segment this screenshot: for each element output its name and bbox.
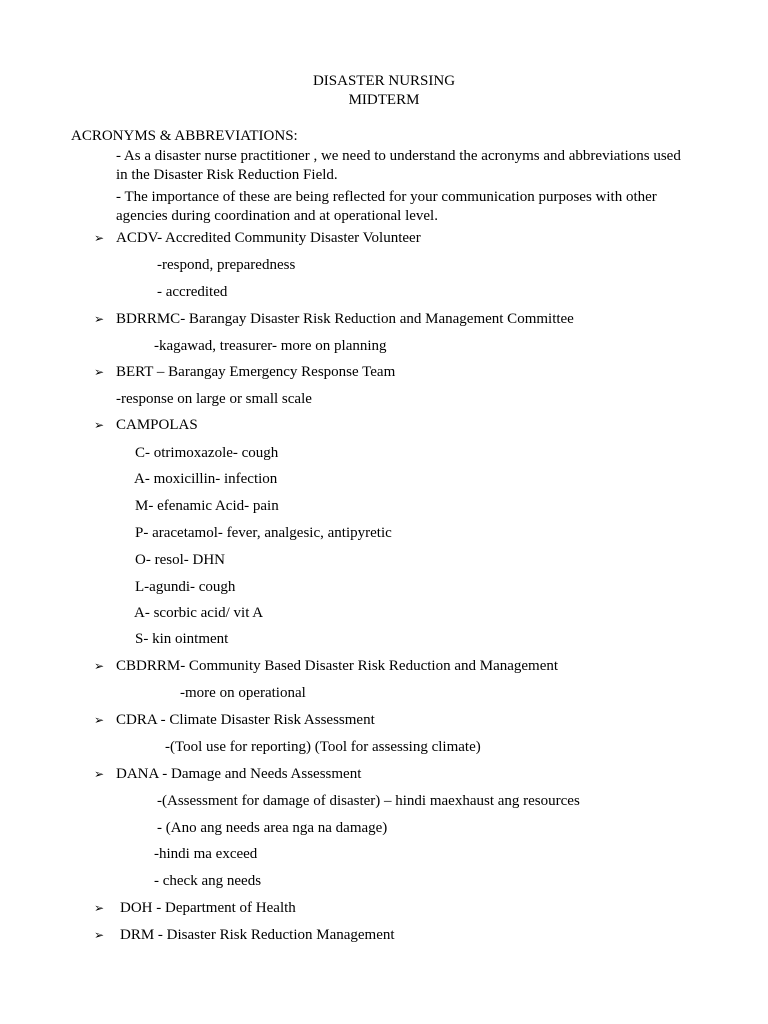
campolas-line: S- kin ointment: [135, 631, 229, 647]
arrow-bullet-icon: ➢: [94, 365, 105, 379]
campolas-line: A- scorbic acid/ vit A: [134, 605, 264, 621]
campolas-line: A- moxicillin- infection: [134, 471, 278, 487]
arrow-bullet-icon: ➢: [94, 231, 105, 245]
acronym-term-bert: BERT – Barangay Emergency Response Team: [116, 364, 396, 380]
acronym-note: -respond, preparedness: [157, 257, 296, 273]
intro-paragraph-2: - The importance of these are being reflected for your communication purposes with other agencies during coordination and at operational level.: [116, 189, 657, 224]
arrow-bullet-icon: ➢: [94, 767, 105, 781]
acronym-note: -(Tool use for reporting) (Tool for assessing climate): [165, 739, 481, 755]
acronym-note: - (Ano ang needs area nga na damage): [157, 820, 388, 836]
acronym-note: -hindi ma exceed: [154, 846, 258, 862]
acronym-term-acdv: ACDV- Accredited Community Disaster Volunteer: [116, 230, 421, 246]
acronym-term-doh: DOH - Department of Health: [120, 900, 296, 916]
acronym-term-cbdrrm: CBDRRM- Community Based Disaster Risk Reduction and Management: [116, 658, 559, 674]
arrow-bullet-icon: ➢: [94, 713, 105, 727]
document-title: DISASTER NURSING: [312, 73, 456, 89]
campolas-line: P- aracetamol- fever, analgesic, antipyretic: [135, 525, 392, 541]
campolas-line: L-agundi- cough: [135, 579, 236, 595]
acronym-note: - check ang needs: [154, 873, 262, 889]
arrow-bullet-icon: ➢: [94, 928, 105, 942]
campolas-line: M- efenamic Acid- pain: [135, 498, 279, 514]
document-subtitle: MIDTERM: [348, 92, 420, 108]
intro-paragraph-1: - As a disaster nurse practitioner , we need to understand the acronyms and abbreviations used in the Disaster Risk Reduction Field.: [116, 148, 681, 183]
acronym-term-bdrrmc: BDRRMC- Barangay Disaster Risk Reduction and Management Committee: [116, 311, 574, 327]
acronym-note: -response on large or small scale: [116, 391, 312, 407]
arrow-bullet-icon: ➢: [94, 312, 105, 326]
acronym-note: -kagawad, treasurer- more on planning: [154, 338, 387, 354]
section-heading: ACRONYMS & ABBREVIATIONS:: [71, 128, 298, 144]
acronym-term-dana: DANA - Damage and Needs Assessment: [116, 766, 362, 782]
arrow-bullet-icon: ➢: [94, 659, 105, 673]
arrow-bullet-icon: ➢: [94, 418, 105, 432]
acronym-note: -more on operational: [180, 685, 306, 701]
acronym-term-cdra: CDRA - Climate Disaster Risk Assessment: [116, 712, 375, 728]
acronym-note: - accredited: [157, 284, 228, 300]
acronym-note: -(Assessment for damage of disaster) – hindi maexhaust ang resources: [157, 793, 580, 809]
acronym-term-drm: DRM - Disaster Risk Reduction Management: [120, 927, 395, 943]
arrow-bullet-icon: ➢: [94, 901, 105, 915]
acronym-term-campolas: CAMPOLAS: [116, 417, 198, 433]
campolas-line: O- resol- DHN: [135, 552, 225, 568]
campolas-line: C- otrimoxazole- cough: [135, 445, 279, 461]
